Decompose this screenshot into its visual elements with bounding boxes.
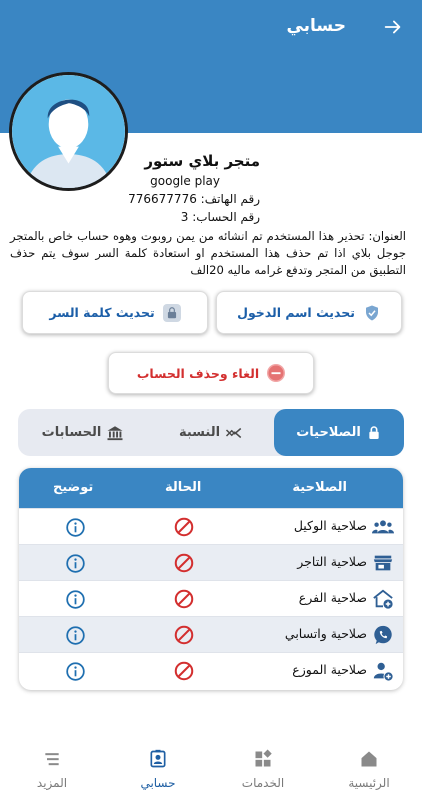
permissions-table	[19, 468, 403, 690]
tab-permissions[interactable]	[274, 409, 404, 456]
info-icon[interactable]	[65, 589, 86, 610]
nav-item-more[interactable]	[17, 749, 87, 790]
block-icon	[173, 552, 195, 574]
cancel-delete-label: الغاء وحذف الحساب	[136, 365, 260, 381]
user-avatar-icon	[9, 72, 128, 191]
table-row	[19, 508, 403, 544]
nav-home-label: الرئيسية	[348, 776, 390, 790]
info-icon[interactable]	[65, 661, 86, 682]
update-password-label: تحديث كلمة السر	[49, 305, 155, 320]
phone-line	[128, 192, 260, 206]
permission-name: صلاحية الموزع	[292, 662, 367, 677]
table-row	[19, 544, 403, 580]
nav-account-label: حسابي	[140, 776, 176, 790]
bank-icon	[106, 424, 124, 442]
account-icon	[148, 749, 168, 769]
update-username-label: تحديث اسم الدخول	[237, 305, 355, 320]
account-label: رقم الحساب:	[192, 210, 260, 224]
store-name: متجر بلاي ستور	[144, 152, 260, 170]
header-status: الحالة	[165, 480, 202, 495]
shield-icon	[363, 304, 381, 322]
permission-name: صلاحية الوكيل	[293, 518, 367, 533]
menu-icon	[42, 749, 62, 769]
bottom-navigation	[0, 735, 422, 800]
header-permission: الصلاحية	[292, 480, 347, 495]
header-details: توضيح	[53, 480, 94, 495]
block-icon	[173, 516, 195, 538]
permission-name: صلاحية واتسابي	[284, 626, 367, 641]
tab-percentage-label: النسبة	[178, 425, 221, 440]
account-value: 3	[180, 210, 189, 224]
tab-accounts-label: الحسابات	[41, 425, 102, 440]
tab-accounts[interactable]	[18, 409, 148, 456]
whatsapp-icon	[372, 624, 394, 646]
info-icon[interactable]	[65, 553, 86, 574]
trend-icon	[225, 424, 243, 442]
nav-services-label: الخدمات	[241, 776, 285, 790]
lock-icon	[366, 425, 382, 441]
person-add-icon	[372, 660, 394, 682]
info-icon[interactable]	[65, 517, 86, 538]
page-title: حسابي	[286, 16, 346, 36]
tab-bar	[18, 409, 404, 456]
block-icon	[173, 588, 195, 610]
update-password-button[interactable]	[22, 291, 208, 334]
nav-item-account[interactable]	[123, 749, 193, 790]
tab-permissions-label: الصلاحيات	[296, 425, 361, 440]
permission-name: صلاحية التاجر	[297, 554, 367, 569]
cancel-delete-account-button[interactable]	[108, 352, 314, 394]
table-header	[19, 468, 403, 508]
store-sub: google play	[150, 174, 220, 188]
minus-circle-icon	[267, 364, 285, 382]
group-icon	[372, 516, 394, 538]
grid-icon	[253, 749, 273, 769]
tab-percentage[interactable]	[148, 409, 274, 456]
info-icon[interactable]	[65, 625, 86, 646]
permission-name: صلاحية الفرع	[298, 590, 367, 605]
lock-icon	[163, 304, 181, 322]
nav-more-label: المزيد	[36, 776, 68, 790]
block-icon	[173, 624, 195, 646]
update-username-button[interactable]	[216, 291, 402, 334]
home-icon	[359, 749, 379, 769]
nav-item-services[interactable]	[228, 749, 298, 790]
table-row	[19, 580, 403, 616]
account-line	[181, 210, 260, 224]
address-text: العنوان: تحذير هذا المستخدم تم انشائه من يمن روبوت وهوه حساب خاص بالمتجر جوجل بلاي اذا تم حذف هذا المستخدم او استعادة كلمة السر سوف يتم حذف التطبيق من المتجر وتدفع غرامه ماليه 20الف	[10, 229, 406, 277]
table-row	[19, 616, 403, 652]
nav-item-home[interactable]	[334, 749, 404, 790]
block-icon	[173, 660, 195, 682]
phone-value: 776677776	[128, 192, 197, 206]
arrow-right-icon[interactable]	[382, 16, 404, 38]
home-add-icon	[372, 588, 394, 610]
store-icon	[372, 552, 394, 574]
phone-label: رقم الهاتف:	[200, 192, 260, 206]
table-row	[19, 652, 403, 688]
